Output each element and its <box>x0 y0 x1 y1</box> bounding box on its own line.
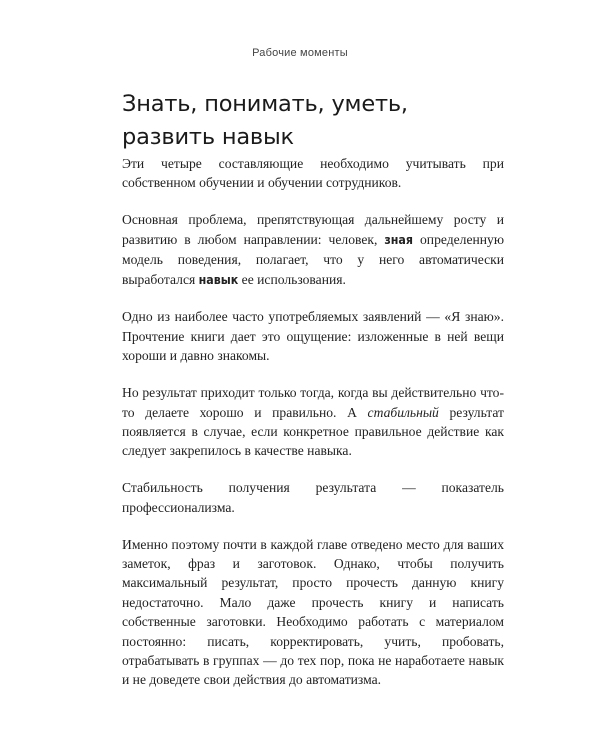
paragraph-2 <box>122 210 504 290</box>
chapter-title: Знать, понимать, уметь, развить навык <box>122 91 408 150</box>
paragraph-2-bold-zn: зная <box>384 232 414 247</box>
paragraph-3: Одно из наиболее часто употребляемых заявлений — «Я знаю». Прочтение книги дает это ощущение: изложенные в ней вещи хороши и давно знакомы. <box>122 309 504 364</box>
paragraph-2-text-c: определенную модель поведения, полагает, что у него автоматически выработался <box>122 231 504 287</box>
paragraph-2-text-a: Основная проблема, препятствующая дальнейшему росту и развитию в любом направлении: человек, <box>122 212 504 247</box>
paragraph-2-text-e: ее использования. <box>238 271 346 287</box>
paragraph-5: Стабильность получения результата — показатель профессионализма. <box>122 480 504 515</box>
paragraph-4-text-c: результат появляется в случае, если конкретное правильное действие как следует закрепилось в качестве навыка. <box>122 404 504 459</box>
paragraph-1: Эти четыре составляющие необходимо учитывать при собственном обучении и обучении сотрудников. <box>122 156 504 191</box>
running-header: Рабочие моменты <box>252 47 348 59</box>
paragraph-4-text-a: Но результат приходит только тогда, когда вы действительно что-то делаете хорошо и правильно. А <box>122 385 504 420</box>
paragraph-4 <box>122 383 504 461</box>
paragraph-6: Именно поэтому почти в каждой главе отведено место для ваших заметок, фраз и заготовок. Однако, чтобы получить максимальный результат, просто прочесть данную книгу недостаточно. Мало даже прочесть книгу и написать собственные заготовки. Необходимо работать с материалом постоянно: писать, корректировать, учить, пробовать, отрабатывать в группах — до тех пор, пока не наработаете навык и не доведете свои действия до автоматизма. <box>122 536 504 688</box>
paragraph-2-bold-navyk: навык <box>198 272 239 287</box>
body-text <box>122 154 504 690</box>
paragraph-4-italic-stabilny: стабильный <box>367 404 439 420</box>
